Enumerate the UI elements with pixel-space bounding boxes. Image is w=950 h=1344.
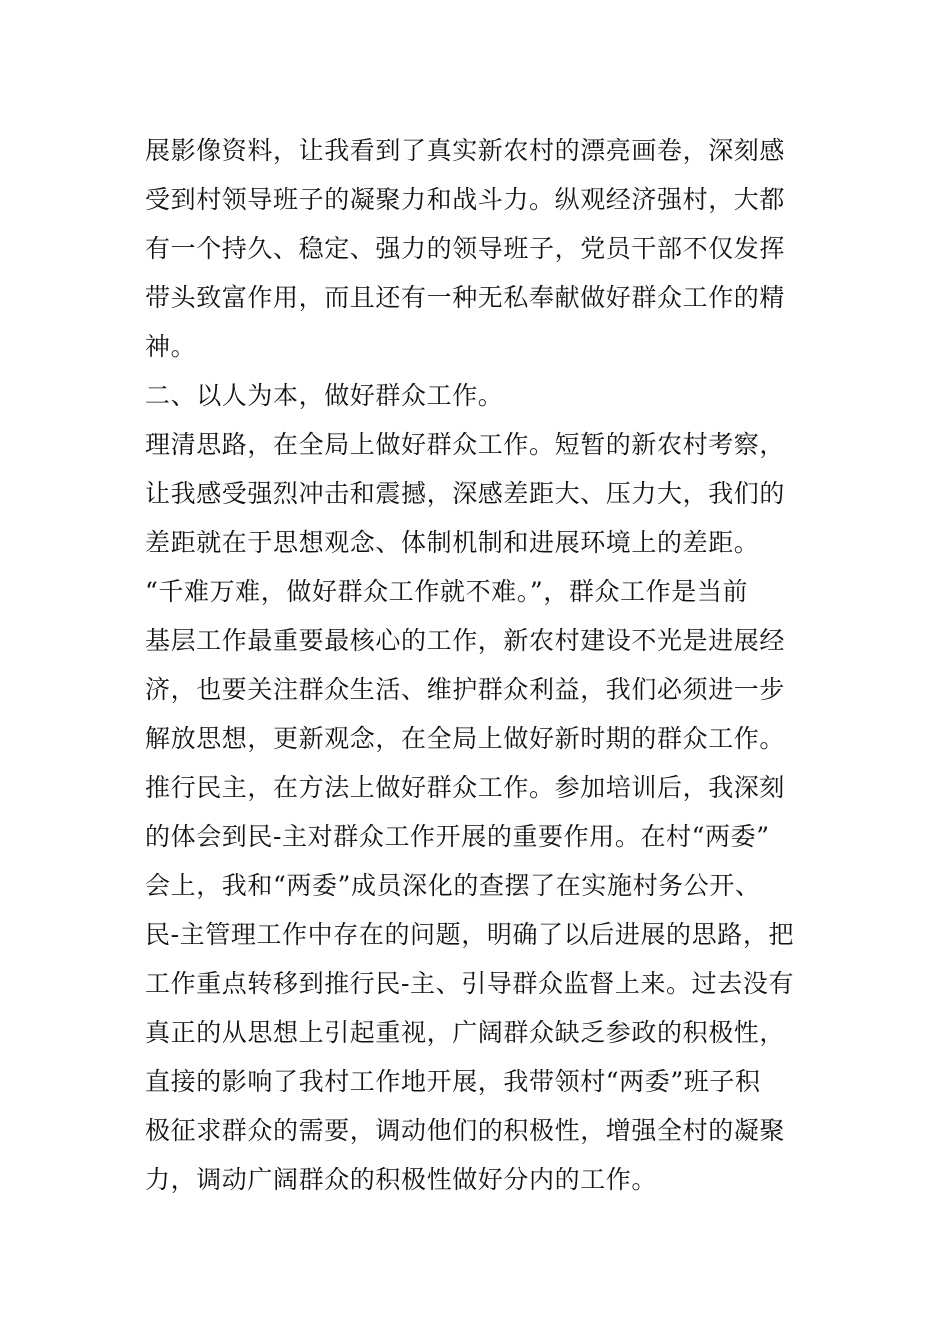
text-line: 理清思路，在全局上做好群众工作。短暂的新农村考察， <box>145 430 786 459</box>
section-heading: 二、以人为本，做好群众工作。 <box>145 381 504 410</box>
body-text <box>145 126 815 1204</box>
text-line: 带头致富作用，而且还有一种无私奉献做好群众工作的精 <box>145 283 786 312</box>
text-line: 济，也要关注群众生活、维护群众利益，我们必须进一步 <box>145 675 786 704</box>
text-line: 基层工作最重要最核心的工作，新农村建设不光是进展经 <box>145 626 786 655</box>
text-line: 有一个持久、稳定、强力的领导班子，党员干部不仅发挥 <box>145 234 786 263</box>
text-line: 神。 <box>145 332 197 361</box>
text-line: 解放思想，更新观念，在全局上做好新时期的群众工作。 <box>145 724 786 753</box>
text-line: 会上，我和“两委”成员深化的查摆了在实施村务公开、 <box>145 871 761 900</box>
text-line: 展影像资料，让我看到了真实新农村的漂亮画卷，深刻感 <box>145 136 786 165</box>
text-line: 推行民主，在方法上做好群众工作。参加培训后，我深刻 <box>145 773 786 802</box>
text-line: 民-主管理工作中存在的问题，明确了以后进展的思路，把 <box>145 920 795 949</box>
text-line: “千难万难，做好群众工作就不难。”，群众工作是当前 <box>145 577 749 606</box>
text-line: 工作重点转移到推行民-主、引导群众监督上来。过去没有 <box>145 969 795 998</box>
text-line: 直接的影响了我村工作地开展，我带领村“两委”班子积 <box>145 1067 761 1096</box>
text-line: 极征求群众的需要，调动他们的积极性，增强全村的凝聚 <box>145 1116 786 1145</box>
text-line: 差距就在于思想观念、体制机制和进展环境上的差距。 <box>145 528 760 557</box>
text-line: 真正的从思想上引起重视，广阔群众缺乏参政的积极性， <box>145 1018 786 1047</box>
text-line: 的体会到民-主对群众工作开展的重要作用。在村“两委” <box>145 822 770 851</box>
text-line: 受到村领导班子的凝聚力和战斗力。纵观经济强村，大都 <box>145 185 786 214</box>
text-line: 力，调动广阔群众的积极性做好分内的工作。 <box>145 1165 658 1194</box>
text-line: 让我感受强烈冲击和震撼，深感差距大、压力大，我们的 <box>145 479 786 508</box>
